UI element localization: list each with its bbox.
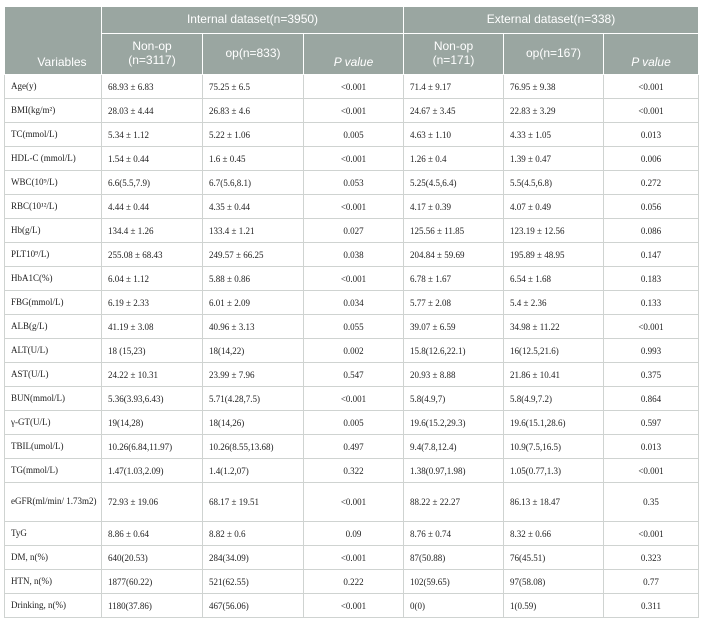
variable-cell: eGFR(ml/min/ 1.73m2) bbox=[5, 483, 102, 522]
external-nonop-cell: 87(50.88) bbox=[404, 546, 504, 570]
table-row bbox=[5, 459, 699, 483]
external-op-cell: 34.98 ± 11.22 bbox=[504, 315, 604, 339]
external-nonop-cell: 4.17 ± 0.39 bbox=[404, 195, 504, 219]
table-row bbox=[5, 267, 699, 291]
internal-nonop-cell: 1877(60.22) bbox=[102, 570, 203, 594]
external-p-value-cell: <0.001 bbox=[604, 315, 699, 339]
external-nonop-cell: 8.76 ± 0.74 bbox=[404, 522, 504, 546]
variable-cell: Drinking, n(%) bbox=[5, 594, 102, 618]
table-row bbox=[5, 411, 699, 435]
external-op-cell: 22.83 ± 3.29 bbox=[504, 99, 604, 123]
external-nonop-cell: 1.26 ± 0.4 bbox=[404, 147, 504, 171]
external-p-value-cell: 0.375 bbox=[604, 363, 699, 387]
internal-nonop-header bbox=[102, 34, 203, 75]
variable-cell: ALT(U/L) bbox=[5, 339, 102, 363]
external-nonop-cell: 15.8(12.6,22.1) bbox=[404, 339, 504, 363]
internal-nonop-cell: 28.03 ± 4.44 bbox=[102, 99, 203, 123]
external-op-cell: 8.32 ± 0.66 bbox=[504, 522, 604, 546]
internal-op-cell: 5.71(4.28,7.5) bbox=[203, 387, 304, 411]
internal-op-cell: 467(56.06) bbox=[203, 594, 304, 618]
table-row bbox=[5, 435, 699, 459]
external-nonop-cell: 4.63 ± 1.10 bbox=[404, 123, 504, 147]
table-row bbox=[5, 147, 699, 171]
external-p-value-cell: 0.864 bbox=[604, 387, 699, 411]
external-op-cell: 16(12.5,21.6) bbox=[504, 339, 604, 363]
internal-p-value-cell: 0.053 bbox=[304, 171, 404, 195]
internal-nonop-cell: 255.08 ± 68.43 bbox=[102, 243, 203, 267]
internal-nonop-cell: 134.4 ± 1.26 bbox=[102, 219, 203, 243]
table-row bbox=[5, 123, 699, 147]
internal-p-value-cell: 0.322 bbox=[304, 459, 404, 483]
internal-op-cell: 18(14,26) bbox=[203, 411, 304, 435]
internal-nonop-cell: 6.6(5.5,7.9) bbox=[102, 171, 203, 195]
table-row bbox=[5, 219, 699, 243]
internal-nonop-cell: 72.93 ± 19.06 bbox=[102, 483, 203, 522]
external-nonop-cell: 204.84 ± 59.69 bbox=[404, 243, 504, 267]
internal-p-value-cell: 0.497 bbox=[304, 435, 404, 459]
external-nonop-cell: 5.77 ± 2.08 bbox=[404, 291, 504, 315]
external-p-value-cell: 0.006 bbox=[604, 147, 699, 171]
variable-cell: BMI(kg/m²) bbox=[5, 99, 102, 123]
external-op-cell: 1.39 ± 0.47 bbox=[504, 147, 604, 171]
external-op-cell: 97(58.08) bbox=[504, 570, 604, 594]
comparison-table bbox=[4, 6, 699, 618]
internal-p-value-cell: <0.001 bbox=[304, 99, 404, 123]
internal-op-cell: 133.4 ± 1.21 bbox=[203, 219, 304, 243]
external-op-cell: 4.33 ± 1.05 bbox=[504, 123, 604, 147]
table-row bbox=[5, 195, 699, 219]
external-p-value-cell: 0.993 bbox=[604, 339, 699, 363]
table-row bbox=[5, 243, 699, 267]
external-op-cell: 86.13 ± 18.47 bbox=[504, 483, 604, 522]
external-op-cell: 6.54 ± 1.68 bbox=[504, 267, 604, 291]
external-op-cell: 123.19 ± 12.56 bbox=[504, 219, 604, 243]
variable-cell: HbA1C(%) bbox=[5, 267, 102, 291]
external-nonop-cell: 19.6(15.2,29.3) bbox=[404, 411, 504, 435]
internal-nonop-cell: 5.36(3.93,6.43) bbox=[102, 387, 203, 411]
external-p-value-cell: 0.056 bbox=[604, 195, 699, 219]
variable-cell: PLT10⁹/L) bbox=[5, 243, 102, 267]
internal-nonop-cell: 41.19 ± 3.08 bbox=[102, 315, 203, 339]
internal-p-value-header: P value bbox=[304, 34, 404, 75]
external-p-value-cell: 0.272 bbox=[604, 171, 699, 195]
internal-p-value-cell: <0.001 bbox=[304, 195, 404, 219]
external-nonop-cell: 39.07 ± 6.59 bbox=[404, 315, 504, 339]
external-p-value-cell: 0.35 bbox=[604, 483, 699, 522]
table-header bbox=[5, 7, 699, 75]
table-row bbox=[5, 570, 699, 594]
internal-p-value-cell: 0.038 bbox=[304, 243, 404, 267]
table-row bbox=[5, 315, 699, 339]
internal-op-cell: 249.57 ± 66.25 bbox=[203, 243, 304, 267]
external-op-cell: 5.4 ± 2.36 bbox=[504, 291, 604, 315]
internal-p-value-cell: <0.001 bbox=[304, 483, 404, 522]
internal-op-cell: 18(14,22) bbox=[203, 339, 304, 363]
variable-cell: TBIL(umol/L) bbox=[5, 435, 102, 459]
internal-p-value-cell: 0.09 bbox=[304, 522, 404, 546]
table-row bbox=[5, 522, 699, 546]
external-nonop-cell: 20.93 ± 8.88 bbox=[404, 363, 504, 387]
internal-op-cell: 1.6 ± 0.45 bbox=[203, 147, 304, 171]
variable-cell: DM, n(%) bbox=[5, 546, 102, 570]
variable-cell: AST(U/L) bbox=[5, 363, 102, 387]
external-op-cell: 5.8(4.9,7.2) bbox=[504, 387, 604, 411]
external-op-cell: 4.07 ± 0.49 bbox=[504, 195, 604, 219]
internal-p-value-cell: <0.001 bbox=[304, 594, 404, 618]
table-row bbox=[5, 75, 699, 99]
internal-nonop-cell: 18 (15,23) bbox=[102, 339, 203, 363]
table-row bbox=[5, 171, 699, 195]
internal-p-value-cell: 0.005 bbox=[304, 411, 404, 435]
internal-op-cell: 75.25 ± 6.5 bbox=[203, 75, 304, 99]
table-row bbox=[5, 483, 699, 522]
internal-op-cell: 6.01 ± 2.09 bbox=[203, 291, 304, 315]
internal-nonop-cell: 24.22 ± 10.31 bbox=[102, 363, 203, 387]
external-p-value-cell: 0.086 bbox=[604, 219, 699, 243]
internal-p-value-cell: 0.055 bbox=[304, 315, 404, 339]
external-dataset-header: External dataset(n=338) bbox=[404, 7, 699, 34]
internal-op-cell: 4.35 ± 0.44 bbox=[203, 195, 304, 219]
internal-nonop-cell: 6.19 ± 2.33 bbox=[102, 291, 203, 315]
external-nonop-cell: 5.25(4.5,6.4) bbox=[404, 171, 504, 195]
table-row bbox=[5, 594, 699, 618]
external-op-cell: 21.86 ± 10.41 bbox=[504, 363, 604, 387]
internal-nonop-cell: 1.47(1.03,2.09) bbox=[102, 459, 203, 483]
internal-op-cell: 5.88 ± 0.86 bbox=[203, 267, 304, 291]
internal-op-cell: 26.83 ± 4.6 bbox=[203, 99, 304, 123]
internal-p-value-cell: 0.222 bbox=[304, 570, 404, 594]
internal-p-value-cell: 0.005 bbox=[304, 123, 404, 147]
table-body bbox=[5, 75, 699, 618]
internal-p-value-cell: <0.001 bbox=[304, 387, 404, 411]
external-p-value-cell: 0.013 bbox=[604, 435, 699, 459]
internal-p-value-cell: <0.001 bbox=[304, 147, 404, 171]
external-op-header: op(n=167) bbox=[504, 34, 604, 75]
internal-p-value-cell: <0.001 bbox=[304, 546, 404, 570]
external-op-cell: 195.89 ± 48.95 bbox=[504, 243, 604, 267]
table-row bbox=[5, 291, 699, 315]
external-p-value-cell: <0.001 bbox=[604, 459, 699, 483]
external-p-value-cell: 0.311 bbox=[604, 594, 699, 618]
internal-op-cell: 68.17 ± 19.51 bbox=[203, 483, 304, 522]
internal-nonop-cell: 640(20.53) bbox=[102, 546, 203, 570]
variable-cell: Age(y) bbox=[5, 75, 102, 99]
external-op-cell: 19.6(15.1,28.6) bbox=[504, 411, 604, 435]
variable-cell: WBC(10⁹/L) bbox=[5, 171, 102, 195]
internal-p-value-cell: 0.002 bbox=[304, 339, 404, 363]
external-nonop-cell: 1.38(0.97,1.98) bbox=[404, 459, 504, 483]
external-p-value-cell: 0.323 bbox=[604, 546, 699, 570]
internal-op-cell: 6.7(5.6,8.1) bbox=[203, 171, 304, 195]
internal-nonop-label: Non-op (n=3117) bbox=[128, 39, 176, 67]
external-p-value-cell: 0.013 bbox=[604, 123, 699, 147]
external-p-value-cell: <0.001 bbox=[604, 75, 699, 99]
external-op-cell: 1(0.59) bbox=[504, 594, 604, 618]
internal-op-cell: 284(34.09) bbox=[203, 546, 304, 570]
external-p-value-header: P value bbox=[604, 34, 699, 75]
external-nonop-cell: 9.4(7.8,12.4) bbox=[404, 435, 504, 459]
variable-cell: TyG bbox=[5, 522, 102, 546]
external-nonop-cell: 71.4 ± 9.17 bbox=[404, 75, 504, 99]
variable-cell: RBC(10¹²/L) bbox=[5, 195, 102, 219]
internal-op-cell: 521(62.55) bbox=[203, 570, 304, 594]
external-nonop-header bbox=[404, 34, 504, 75]
variable-cell: FBG(mmol/L) bbox=[5, 291, 102, 315]
table-row bbox=[5, 99, 699, 123]
variable-cell: TC(mmol/L) bbox=[5, 123, 102, 147]
internal-op-cell: 8.82 ± 0.6 bbox=[203, 522, 304, 546]
internal-op-cell: 1.4(1.2,07) bbox=[203, 459, 304, 483]
internal-nonop-cell: 5.34 ± 1.12 bbox=[102, 123, 203, 147]
external-op-cell: 76.95 ± 9.38 bbox=[504, 75, 604, 99]
internal-nonop-cell: 68.93 ± 6.83 bbox=[102, 75, 203, 99]
external-nonop-label: Non-op (n=171) bbox=[432, 39, 475, 67]
table-row bbox=[5, 363, 699, 387]
variable-cell: HDL-C (mmol/L) bbox=[5, 147, 102, 171]
internal-nonop-cell: 4.44 ± 0.44 bbox=[102, 195, 203, 219]
variables-header: Variables bbox=[5, 7, 102, 75]
internal-nonop-cell: 1180(37.86) bbox=[102, 594, 203, 618]
external-nonop-cell: 102(59.65) bbox=[404, 570, 504, 594]
internal-p-value-cell: <0.001 bbox=[304, 267, 404, 291]
external-nonop-cell: 6.78 ± 1.67 bbox=[404, 267, 504, 291]
external-op-cell: 1.05(0.77,1.3) bbox=[504, 459, 604, 483]
external-p-value-cell: 0.147 bbox=[604, 243, 699, 267]
internal-dataset-header: Internal dataset(n=3950) bbox=[102, 7, 404, 34]
external-p-value-cell: 0.133 bbox=[604, 291, 699, 315]
external-op-cell: 10.9(7.5,16.5) bbox=[504, 435, 604, 459]
external-p-value-cell: <0.001 bbox=[604, 522, 699, 546]
variable-cell: γ-GT(U/L) bbox=[5, 411, 102, 435]
external-nonop-cell: 24.67 ± 3.45 bbox=[404, 99, 504, 123]
internal-op-header: op(n=833) bbox=[203, 34, 304, 75]
internal-nonop-cell: 6.04 ± 1.12 bbox=[102, 267, 203, 291]
external-nonop-cell: 88.22 ± 22.27 bbox=[404, 483, 504, 522]
internal-p-value-cell: 0.547 bbox=[304, 363, 404, 387]
variable-cell: HTN, n(%) bbox=[5, 570, 102, 594]
internal-op-cell: 10.26(8.55,13.68) bbox=[203, 435, 304, 459]
internal-p-value-cell: 0.027 bbox=[304, 219, 404, 243]
table-row bbox=[5, 387, 699, 411]
external-nonop-cell: 5.8(4.9,7) bbox=[404, 387, 504, 411]
external-op-cell: 5.5(4.5,6.8) bbox=[504, 171, 604, 195]
internal-op-cell: 40.96 ± 3.13 bbox=[203, 315, 304, 339]
external-p-value-cell: 0.597 bbox=[604, 411, 699, 435]
external-nonop-cell: 125.56 ± 11.85 bbox=[404, 219, 504, 243]
variable-cell: BUN(mmol/L) bbox=[5, 387, 102, 411]
variable-cell: Hb(g/L) bbox=[5, 219, 102, 243]
external-p-value-cell: 0.183 bbox=[604, 267, 699, 291]
internal-op-cell: 23.99 ± 7.96 bbox=[203, 363, 304, 387]
internal-nonop-cell: 10.26(6.84,11.97) bbox=[102, 435, 203, 459]
internal-p-value-cell: 0.034 bbox=[304, 291, 404, 315]
external-p-value-cell: 0.77 bbox=[604, 570, 699, 594]
external-op-cell: 76(45.51) bbox=[504, 546, 604, 570]
variable-cell: ALB(g/L) bbox=[5, 315, 102, 339]
table-row bbox=[5, 546, 699, 570]
external-nonop-cell: 0(0) bbox=[404, 594, 504, 618]
internal-nonop-cell: 19(14,28) bbox=[102, 411, 203, 435]
internal-op-cell: 5.22 ± 1.06 bbox=[203, 123, 304, 147]
internal-nonop-cell: 8.86 ± 0.64 bbox=[102, 522, 203, 546]
table-row bbox=[5, 339, 699, 363]
external-p-value-cell: <0.001 bbox=[604, 99, 699, 123]
internal-p-value-cell: <0.001 bbox=[304, 75, 404, 99]
variable-cell: TG(mmol/L) bbox=[5, 459, 102, 483]
internal-nonop-cell: 1.54 ± 0.44 bbox=[102, 147, 203, 171]
